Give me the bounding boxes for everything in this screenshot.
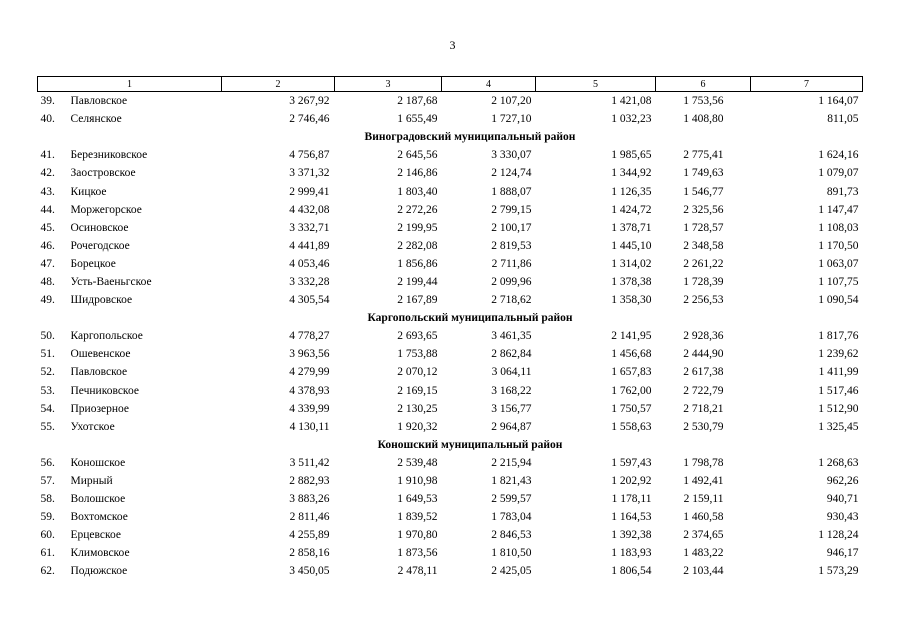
value-cell-col4: 2 215,94: [491, 456, 532, 469]
table-row: [38, 400, 863, 418]
row-number: 46.: [40, 239, 55, 252]
column-header-6: 6: [656, 77, 751, 92]
column-header-2: 2: [222, 77, 335, 92]
value-cell-col5: 1 183,93: [611, 547, 652, 560]
value-cell-col2: 2 746,46: [289, 113, 330, 126]
table-row: [38, 164, 863, 182]
settlement-name: Ошевенское: [70, 348, 131, 361]
value-cell-col7: 1 512,90: [818, 402, 859, 415]
column-header-4: 4: [442, 77, 536, 92]
value-cell-col6: 2 159,11: [683, 493, 724, 506]
value-cell-col4: 2 100,17: [491, 221, 532, 234]
value-cell-col3: 2 169,15: [397, 384, 438, 397]
value-cell-col2: 4 378,93: [289, 384, 330, 397]
table-row: [38, 472, 863, 490]
value-cell-col5: 1 314,02: [611, 257, 652, 270]
value-cell-col5: 1 445,10: [611, 239, 652, 252]
value-cell-col3: 2 070,12: [397, 366, 438, 379]
value-cell-col3: 1 873,56: [397, 547, 438, 560]
value-cell-col4: 1 810,50: [491, 547, 532, 560]
section-header-row: [38, 128, 863, 146]
value-cell-col6: 2 775,41: [683, 149, 724, 162]
value-cell-col5: 1 597,43: [611, 456, 652, 469]
value-cell-col7: 1 128,24: [818, 529, 859, 542]
value-cell-col6: 1 749,63: [683, 167, 724, 180]
value-cell-col6: 2 617,38: [683, 366, 724, 379]
value-cell-col2: 3 267,92: [289, 95, 330, 108]
column-header-1: 1: [38, 77, 222, 92]
value-cell-col2: 3 883,26: [289, 493, 330, 506]
value-cell-col7: 1 063,07: [818, 257, 859, 270]
settlement-name: Павловское: [70, 95, 128, 108]
value-cell-col3: 1 839,52: [397, 511, 438, 524]
value-cell-col4: 3 156,77: [491, 402, 532, 415]
value-cell-col5: 1 558,63: [611, 420, 652, 433]
table-row: [38, 146, 863, 164]
value-cell-col6: 2 103,44: [683, 565, 724, 578]
settlement-name: Заостровское: [70, 167, 136, 180]
table-row: [38, 418, 863, 436]
value-cell-col5: 1 424,72: [611, 203, 652, 216]
row-number: 42.: [40, 167, 55, 180]
value-cell-col7: 1 817,76: [818, 330, 859, 343]
section-header-row: [38, 309, 863, 327]
value-cell-col7: 1 411,99: [818, 366, 859, 379]
column-header-7: 7: [751, 77, 863, 92]
value-cell-col3: 2 282,08: [397, 239, 438, 252]
value-cell-col2: 2 858,16: [289, 547, 330, 560]
row-number: 43.: [40, 185, 55, 198]
value-cell-col7: 1 325,45: [818, 420, 859, 433]
value-cell-col5: 1 421,08: [611, 95, 652, 108]
section-header-row: [38, 436, 863, 454]
value-cell-col5: 1 378,71: [611, 221, 652, 234]
settlement-name: Моржегорское: [70, 203, 142, 216]
value-cell-col6: 2 374,65: [683, 529, 724, 542]
value-cell-col6: 1 728,39: [683, 275, 724, 288]
value-cell-col7: 811,05: [827, 113, 859, 126]
value-cell-col2: 4 053,46: [289, 257, 330, 270]
settlement-name: Вохтомское: [70, 511, 128, 524]
row-number: 41.: [40, 149, 55, 162]
district-title: Коношский муниципальный район: [377, 438, 563, 451]
value-cell-col4: 2 964,87: [491, 420, 532, 433]
header-row: [38, 77, 863, 92]
value-cell-col3: 1 910,98: [397, 475, 438, 488]
value-cell-col7: 1 079,07: [818, 167, 859, 180]
value-cell-col3: 1 655,49: [397, 113, 438, 126]
value-cell-col7: 940,71: [826, 493, 859, 506]
table-body: [38, 92, 863, 581]
value-cell-col3: 2 199,44: [397, 275, 438, 288]
value-cell-col3: 1 856,86: [397, 257, 438, 270]
value-cell-col2: 3 332,71: [289, 221, 330, 234]
row-number: 51.: [40, 348, 55, 361]
value-cell-col7: 1 164,07: [818, 95, 859, 108]
column-header-3: 3: [335, 77, 442, 92]
value-cell-col2: 2 882,93: [289, 475, 330, 488]
row-number: 47.: [40, 257, 55, 270]
settlement-name: Усть-Ваеньгское: [70, 275, 152, 288]
value-cell-col2: 4 432,08: [289, 203, 330, 216]
value-cell-col3: 2 272,26: [397, 203, 438, 216]
settlement-name: Ухотское: [70, 420, 115, 433]
value-cell-col7: 946,17: [826, 547, 859, 560]
settlement-name: Ерцевское: [70, 529, 121, 542]
settlement-name: Печниковское: [70, 384, 139, 397]
value-cell-col4: 3 168,22: [491, 384, 532, 397]
settlement-name: Климовское: [70, 547, 130, 560]
value-cell-col2: 4 255,89: [289, 529, 330, 542]
value-cell-col2: 3 450,05: [289, 565, 330, 578]
value-cell-col2: 2 811,46: [289, 511, 330, 524]
value-cell-col4: 2 107,20: [491, 95, 532, 108]
value-cell-col7: 1 573,29: [818, 565, 859, 578]
value-cell-col3: 1 803,40: [397, 185, 438, 198]
value-cell-col4: 2 711,86: [491, 257, 532, 270]
value-cell-col6: 2 325,56: [683, 203, 724, 216]
table-row: [38, 508, 863, 526]
row-number: 59.: [40, 511, 55, 524]
settlement-name: Мирный: [70, 475, 113, 488]
value-cell-col3: 1 649,53: [397, 493, 438, 506]
value-cell-col5: 1 806,54: [611, 565, 652, 578]
value-cell-col6: 2 444,90: [683, 348, 724, 361]
value-cell-col7: 930,43: [826, 511, 859, 524]
table-row: [38, 327, 863, 345]
settlement-name: Подюжское: [70, 565, 128, 578]
value-cell-col5: 1 985,65: [611, 149, 652, 162]
value-cell-col3: 2 478,11: [397, 565, 438, 578]
value-cell-col5: 1 358,30: [611, 294, 652, 307]
value-cell-col3: 2 539,48: [397, 456, 438, 469]
row-number: 60.: [40, 529, 55, 542]
row-number: 53.: [40, 384, 55, 397]
table-row: [38, 92, 863, 111]
value-cell-col7: 1 108,03: [818, 221, 859, 234]
table-row: [38, 255, 863, 273]
table-row: [38, 182, 863, 200]
value-cell-col5: 1 456,68: [611, 348, 652, 361]
value-cell-col4: 3 064,11: [491, 366, 532, 379]
row-number: 54.: [40, 402, 55, 415]
value-cell-col3: 2 693,65: [397, 330, 438, 343]
district-title: Виноградовский муниципальный район: [364, 131, 576, 144]
value-cell-col7: 962,26: [826, 475, 859, 488]
value-cell-col5: 1 657,83: [611, 366, 652, 379]
row-number: 52.: [40, 366, 55, 379]
value-cell-col4: 2 124,74: [491, 167, 532, 180]
value-cell-col6: 2 261,22: [683, 257, 724, 270]
value-cell-col7: 1 090,54: [818, 294, 859, 307]
value-cell-col5: 1 178,11: [611, 493, 652, 506]
settlement-name: Селянское: [70, 113, 122, 126]
value-cell-col3: 2 199,95: [397, 221, 438, 234]
settlement-name: Коношское: [70, 456, 126, 469]
table-row: [38, 544, 863, 562]
settlement-name: Рочегодское: [70, 239, 130, 252]
value-cell-col6: 1 753,56: [683, 95, 724, 108]
value-cell-col6: 1 798,78: [683, 456, 724, 469]
table-row: [38, 273, 863, 291]
value-cell-col6: 1 483,22: [683, 547, 724, 560]
district-title: Каргопольский муниципальный район: [367, 312, 573, 325]
settlement-name: Павловское: [70, 366, 128, 379]
value-cell-col4: 2 718,62: [491, 294, 532, 307]
value-cell-col5: 1 750,57: [611, 402, 652, 415]
value-cell-col5: 2 141,95: [611, 330, 652, 343]
row-number: 55.: [40, 420, 55, 433]
value-cell-col2: 4 756,87: [289, 149, 330, 162]
row-number: 49.: [40, 294, 55, 307]
value-cell-col4: 1 888,07: [491, 185, 532, 198]
value-cell-col6: 2 722,79: [683, 384, 724, 397]
value-cell-col3: 1 970,80: [397, 529, 438, 542]
value-cell-col4: 2 819,53: [491, 239, 532, 252]
value-cell-col6: 2 530,79: [683, 420, 724, 433]
row-number: 61.: [40, 547, 55, 560]
table-row: [38, 345, 863, 363]
value-cell-col7: 1 107,75: [818, 275, 859, 288]
table-row: [38, 562, 863, 580]
value-cell-col2: 3 963,56: [289, 348, 330, 361]
settlement-name: Каргопольское: [70, 330, 143, 343]
value-cell-col6: 2 718,21: [683, 402, 724, 415]
value-cell-col7: 1 239,62: [818, 348, 859, 361]
value-cell-col5: 1 762,00: [611, 384, 652, 397]
value-cell-col5: 1 344,92: [611, 167, 652, 180]
value-cell-col6: 2 348,58: [683, 239, 724, 252]
settlement-name: Волошское: [70, 493, 126, 506]
value-cell-col5: 1 202,92: [611, 475, 652, 488]
value-cell-col6: 1 460,58: [683, 511, 724, 524]
value-cell-col2: 4 339,99: [289, 402, 330, 415]
value-cell-col2: 4 130,11: [289, 420, 330, 433]
value-cell-col2: 4 305,54: [289, 294, 330, 307]
row-number: 58.: [40, 493, 55, 506]
row-number: 39.: [40, 95, 55, 108]
value-cell-col5: 1 392,38: [611, 529, 652, 542]
value-cell-col7: 1 268,63: [818, 456, 859, 469]
table-row: [38, 291, 863, 309]
value-cell-col5: 1 164,53: [611, 511, 652, 524]
value-cell-col4: 2 099,96: [491, 275, 532, 288]
settlement-name: Приозерное: [70, 402, 130, 415]
value-cell-col6: 1 546,77: [683, 185, 724, 198]
value-cell-col6: 2 256,53: [683, 294, 724, 307]
value-cell-col6: 1 408,80: [683, 113, 724, 126]
value-cell-col4: 2 846,53: [491, 529, 532, 542]
value-cell-col4: 1 783,04: [491, 511, 532, 524]
table-row: [38, 110, 863, 128]
value-cell-col5: 1 032,23: [611, 113, 652, 126]
data-table: [37, 76, 863, 581]
row-number: 57.: [40, 475, 55, 488]
value-cell-col2: 4 778,27: [289, 330, 330, 343]
table-row: [38, 237, 863, 255]
value-cell-col2: 3 371,32: [289, 167, 330, 180]
value-cell-col3: 2 130,25: [397, 402, 438, 415]
value-cell-col2: 4 279,99: [289, 366, 330, 379]
table-row: [38, 201, 863, 219]
value-cell-col3: 1 920,32: [397, 420, 438, 433]
value-cell-col4: 3 330,07: [491, 149, 532, 162]
value-cell-col7: 1 170,50: [818, 239, 859, 252]
table-row: [38, 219, 863, 237]
column-header-5: 5: [536, 77, 656, 92]
table-row: [38, 363, 863, 381]
value-cell-col4: 1 821,43: [491, 475, 532, 488]
value-cell-col2: 4 441,89: [289, 239, 330, 252]
settlement-name: Березниковское: [70, 149, 148, 162]
page-number: 3: [449, 38, 456, 52]
row-number: 40.: [40, 113, 55, 126]
value-cell-col6: 2 928,36: [683, 330, 724, 343]
row-number: 45.: [40, 221, 55, 234]
value-cell-col4: 2 799,15: [491, 203, 532, 216]
value-cell-col6: 1 492,41: [683, 475, 724, 488]
settlement-name: Шидровское: [70, 294, 133, 307]
value-cell-col5: 1 378,38: [611, 275, 652, 288]
table-row: [38, 490, 863, 508]
value-cell-col6: 1 728,57: [683, 221, 724, 234]
row-number: 50.: [40, 330, 55, 343]
value-cell-col7: 891,73: [826, 185, 859, 198]
value-cell-col7: 1 517,46: [818, 384, 859, 397]
value-cell-col4: 1 727,10: [491, 113, 532, 126]
value-cell-col3: 2 146,86: [397, 167, 438, 180]
settlement-name: Кицкое: [70, 185, 107, 198]
settlement-name: Борецкое: [70, 257, 116, 270]
row-number: 44.: [40, 203, 55, 216]
value-cell-col7: 1 624,16: [818, 149, 859, 162]
value-cell-col5: 1 126,35: [611, 185, 652, 198]
value-cell-col3: 2 187,68: [397, 95, 438, 108]
row-number: 62.: [40, 565, 55, 578]
table-row: [38, 526, 863, 544]
value-cell-col2: 3 332,28: [289, 275, 330, 288]
value-cell-col2: 2 999,41: [289, 185, 330, 198]
table-row: [38, 454, 863, 472]
row-number: 48.: [40, 275, 55, 288]
table-row: [38, 382, 863, 400]
value-cell-col4: 2 599,57: [491, 493, 532, 506]
value-cell-col3: 1 753,88: [397, 348, 438, 361]
value-cell-col4: 2 862,84: [491, 348, 532, 361]
value-cell-col4: 3 461,35: [491, 330, 532, 343]
settlement-name: Осиновское: [70, 221, 129, 234]
row-number: 56.: [40, 456, 55, 469]
value-cell-col4: 2 425,05: [491, 565, 532, 578]
value-cell-col7: 1 147,47: [818, 203, 859, 216]
value-cell-col3: 2 167,89: [397, 294, 438, 307]
value-cell-col2: 3 511,42: [289, 456, 330, 469]
value-cell-col3: 2 645,56: [397, 149, 438, 162]
